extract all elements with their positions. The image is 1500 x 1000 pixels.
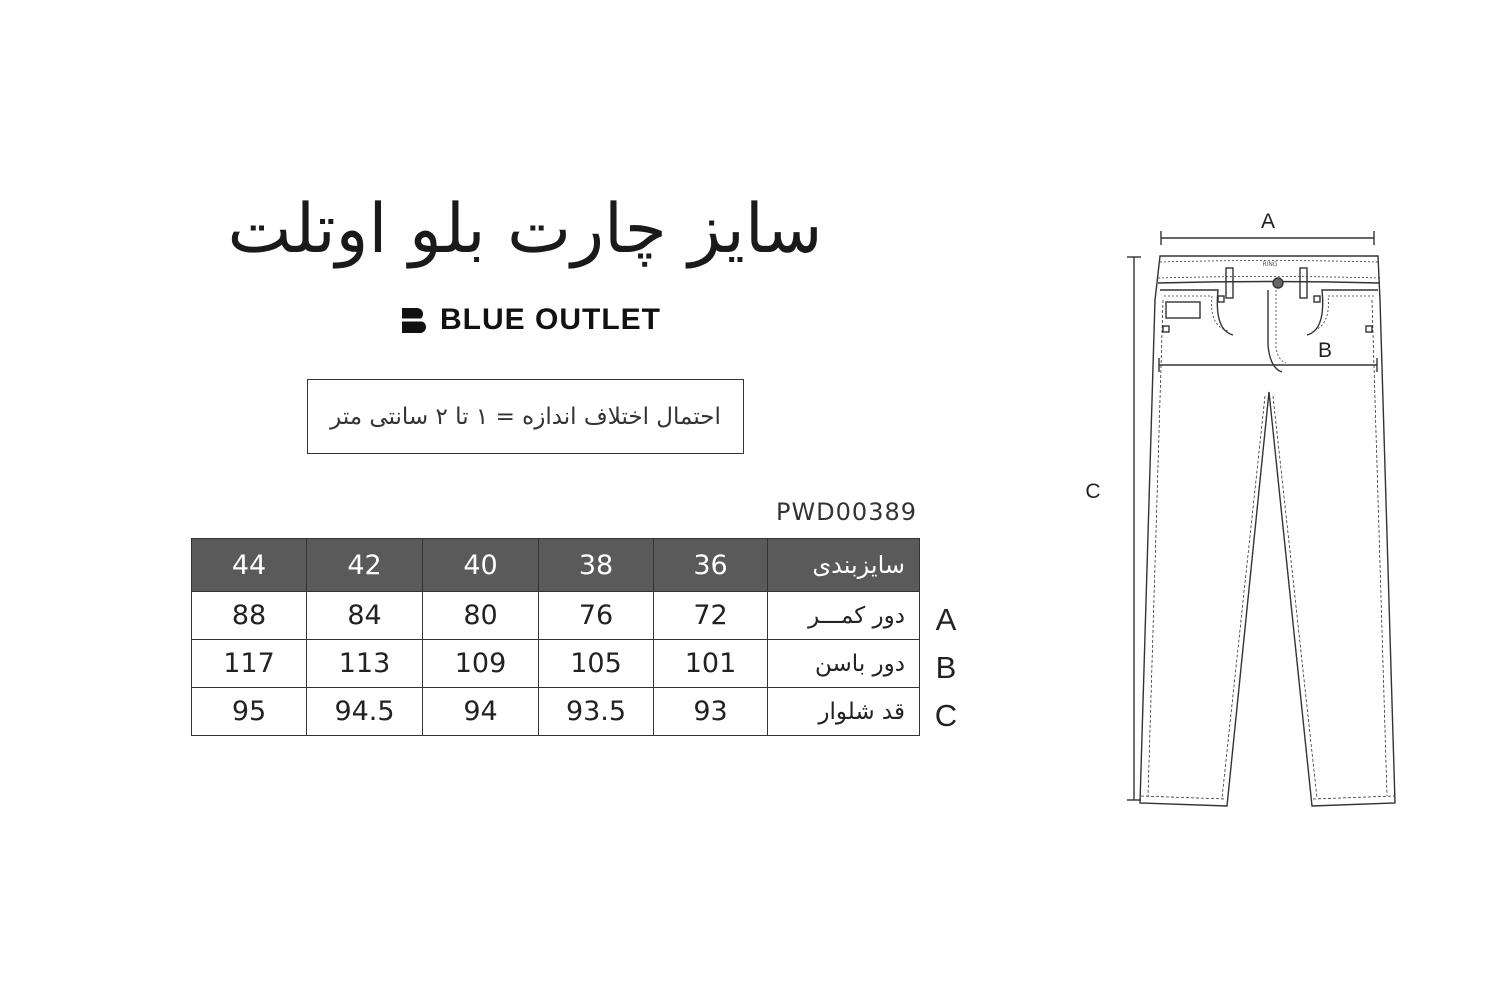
- table-cell: 101: [654, 640, 768, 688]
- table-row-length: [192, 688, 920, 736]
- table-cell: 72: [654, 592, 768, 640]
- page-title: سایز چارت بلو اوتلت: [227, 190, 823, 269]
- table-row-hip: [192, 640, 920, 688]
- table-cell: 113: [307, 640, 423, 688]
- size-header: 38: [539, 539, 654, 592]
- table-cell: 95: [192, 688, 307, 736]
- product-code: PWD00389: [775, 498, 917, 526]
- table-cell: 76: [539, 592, 654, 640]
- blue-outlet-logo-icon: [400, 306, 430, 334]
- table-cell: 94.5: [307, 688, 423, 736]
- row-label-length: قد شلوار: [768, 688, 920, 736]
- table-cell: 117: [192, 640, 307, 688]
- waistband-text: RING: [1262, 261, 1278, 268]
- row-letter-a: A: [935, 602, 957, 637]
- table-header-row: [192, 539, 920, 592]
- table-cell: 105: [539, 640, 654, 688]
- brand: [400, 300, 661, 340]
- size-header: 36: [654, 539, 768, 592]
- table-cell: 93: [654, 688, 768, 736]
- row-letter-c: C: [934, 698, 958, 733]
- dimension-c-label: C: [1085, 480, 1101, 503]
- table-cell: 93.5: [539, 688, 654, 736]
- size-header: 44: [192, 539, 307, 592]
- size-chart-table: [191, 538, 920, 736]
- dimension-b-label: B: [1317, 339, 1333, 362]
- brand-name: BLUE OUTLET: [440, 303, 661, 336]
- row-label-hip: دور باسن: [768, 640, 920, 688]
- table-cell: 94: [423, 688, 539, 736]
- table-row-waist: [192, 592, 920, 640]
- table-cell: 88: [192, 592, 307, 640]
- row-label-waist: دور کمـــر: [768, 592, 920, 640]
- size-tolerance-notice: احتمال اختلاف اندازه = ۱ تا ۲ سانتی متر: [307, 379, 744, 454]
- row-letter-b: B: [935, 650, 957, 685]
- table-cell: 84: [307, 592, 423, 640]
- pants-diagram: [1080, 200, 1410, 820]
- table-cell: 80: [423, 592, 539, 640]
- table-cell: 109: [423, 640, 539, 688]
- size-header: 40: [423, 539, 539, 592]
- dimension-a-label: A: [1260, 210, 1276, 233]
- size-header: 42: [307, 539, 423, 592]
- size-header-label: سایزبندی: [768, 539, 920, 592]
